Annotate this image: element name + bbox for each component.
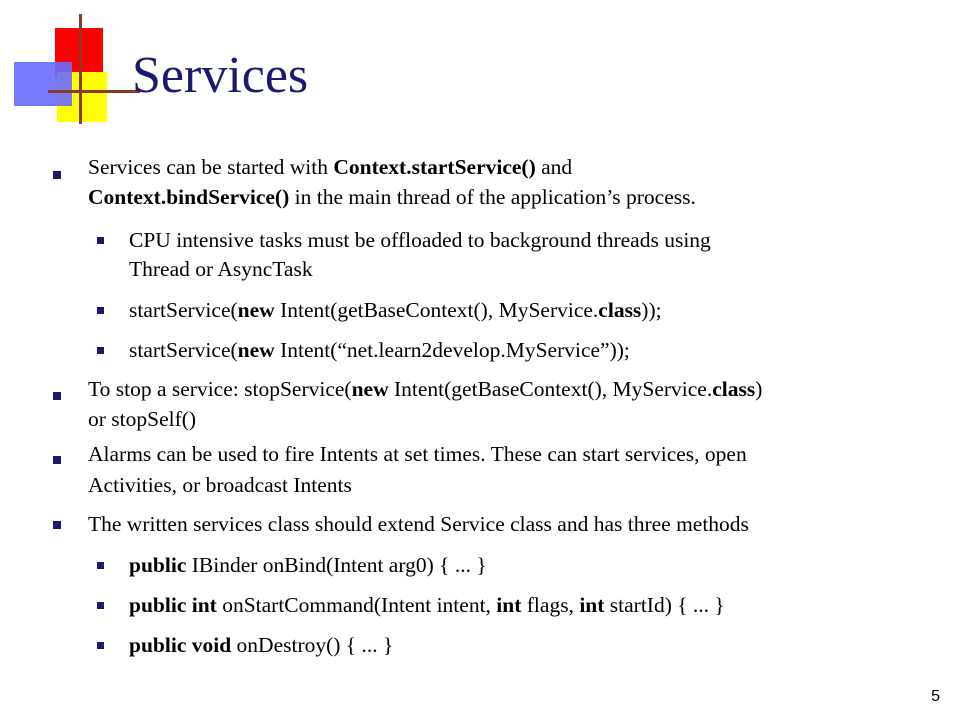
sub-bullet-marker (97, 602, 104, 609)
page-number: 5 (931, 688, 940, 705)
bullet-services-class: The written services class should extend Service class and has three methods (88, 512, 749, 536)
code-context-startservice: Context.startService() (333, 155, 536, 179)
text-segment: Intent(getBaseContext(), MyService. (388, 377, 713, 401)
text-segment: Services can be started with (88, 155, 334, 179)
text-segment: flags, (521, 593, 580, 617)
sub-bullet-cpu-line1: CPU intensive tasks must be offloaded to background threads using (129, 228, 711, 252)
text-segment: onStartCommand(Intent intent, (216, 593, 497, 617)
sub-bullet-marker (97, 562, 104, 569)
text-segment: and (535, 155, 573, 179)
sub-bullet-marker (97, 642, 104, 649)
keyword-public: public (129, 553, 187, 577)
bullet-start-services-line2 (88, 182, 696, 212)
code-context-bindservice: Context.bindService() (88, 185, 290, 209)
text-segment: in the main thread of the application’s process. (289, 185, 696, 209)
bullet-marker (53, 171, 61, 179)
bullet-marker (53, 521, 61, 529)
bullet-marker (53, 456, 61, 464)
keyword-int: int (496, 593, 522, 617)
bullet-alarms-line2: Activities, or broadcast Intents (88, 473, 352, 497)
keyword-new: new (237, 338, 275, 362)
text-segment: onDestroy() { ... } (231, 633, 394, 657)
text-segment: IBinder onBind(Intent arg0) { ... } (186, 553, 487, 577)
sub-bullet-marker (97, 347, 104, 354)
text-segment: ) (755, 377, 763, 401)
text-segment: startId) { ... } (604, 593, 725, 617)
sub-bullet-cpu-line2: Thread or AsyncTask (129, 257, 313, 281)
sub-bullet-marker (97, 237, 104, 244)
sub-bullet-startservice-action (129, 335, 630, 365)
sub-bullet-marker (97, 307, 104, 314)
sub-bullet-startservice-class (129, 295, 662, 325)
keyword-class: class (598, 298, 642, 322)
keyword-new: new (351, 377, 389, 401)
keyword-public-int: public int (129, 593, 217, 617)
keyword-class: class (712, 377, 756, 401)
keyword-int: int (579, 593, 605, 617)
text-segment: Intent(getBaseContext(), MyService. (274, 298, 599, 322)
text-segment: startService( (129, 338, 238, 362)
keyword-public-void: public void (129, 633, 232, 657)
bullet-stop-service-line1 (88, 374, 762, 404)
sub-bullet-onbind (129, 550, 487, 580)
sub-bullet-ondestroy (129, 630, 393, 660)
bullet-alarms-line1: Alarms can be used to fire Intents at set times. These can start services, open (88, 442, 747, 466)
slide-title: Services (132, 47, 309, 104)
text-segment: To stop a service: stopService( (88, 377, 352, 401)
keyword-new: new (237, 298, 275, 322)
sub-bullet-onstartcommand (129, 590, 725, 620)
text-segment: startService( (129, 298, 238, 322)
text-segment: )); (641, 298, 662, 322)
text-segment: Intent(“net.learn2develop.MyService”)); (274, 338, 630, 362)
bullet-stop-service-line2: or stopSelf() (88, 407, 197, 431)
bullet-marker (53, 392, 61, 400)
bullet-start-services-line1 (88, 152, 572, 182)
